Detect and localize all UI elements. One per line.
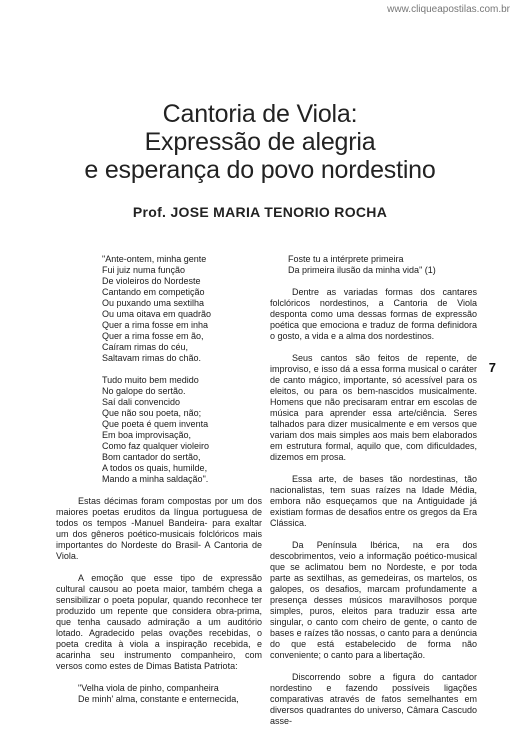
- verse-line: Que não sou poeta, não;: [102, 408, 202, 418]
- title-line-2: Expressão de alegria: [144, 128, 376, 156]
- verse-line: Tudo muito bem medido: [102, 375, 199, 385]
- title-line-3: e esperança do povo nordestino: [84, 156, 436, 184]
- body-paragraph: Seus cantos são feitos de repente, de improviso, e isso dá a essa forma musical o caráter de canto mágico, importante, só acessível para os eleitos, ou para os bem-nascidos musicalmente. Homens que não precisaram entrar em escolas de música para aprender essa arte/ciência. Seres talhados para dizer musicalmente e em versos que variam dos mais simples aos mais bem elaborados em estrutura formal, aquilo que, com dificuldades, dizemos em prosa.: [270, 353, 477, 462]
- verse-line: "Ante-ontem, minha gente: [102, 254, 207, 264]
- body-paragraph: Da Península Ibérica, na era dos descobrimentos, veio a informação poético-musical que se aclimatou bem no Nordeste, e por toda parte as sextilhas, as gemedeiras, os martelos, os galopes, os desafios, marcam profundamente a presença desses músicos maravilhosos porque simples, puros, eleitos para traduzir essa arte singular, o canto com cheiro de gente, o canto de bases e raízes tão nossas, o canto para a denúncia do que está estabelecido de forma não conveniente; o canto para a libertação.: [270, 540, 477, 660]
- verse-line: Cantando em competição: [102, 287, 205, 297]
- article-title: [0, 100, 520, 184]
- author-byline: Prof. JOSE MARIA TENORIO ROCHA: [132, 204, 388, 220]
- verse-line: Caíram rimas do céu,: [102, 342, 189, 352]
- verse-line: Quer a rima fosse em ão,: [102, 331, 204, 341]
- verse-line: Fui juiz numa função: [102, 265, 186, 275]
- verse-line: Quer a rima fosse em inha: [102, 320, 209, 330]
- verse-line: Ou puxando uma sextilha: [102, 298, 205, 308]
- verse-line: De violeiros do Nordeste: [102, 276, 201, 286]
- body-paragraph: Essa arte, de bases tão nordestinas, tão nacionalistas, tem suas raízes na Idade Média, embora não esqueçamos que na Antiguidade já existiam formas de desafios entre os gregos da Era Clássica.: [270, 474, 477, 528]
- verse-stanza-1: [56, 254, 262, 364]
- verse-line: Saltavam rimas do chão.: [102, 353, 202, 363]
- quote-line: Foste tu a intérprete primeira: [288, 254, 404, 264]
- quote-line: "Velha viola de pinho, companheira: [78, 683, 219, 693]
- verse-line: Em boa improvisação,: [102, 430, 192, 440]
- quote-line: De minh' alma, constante e enternecida,: [78, 694, 239, 704]
- verse-line: Bom cantador do sertão,: [102, 452, 201, 462]
- verse-line: A todos os quais, humilde,: [102, 463, 208, 473]
- verse-stanza-2: [56, 375, 262, 485]
- site-watermark: www.cliqueapostilas.com.br: [387, 4, 510, 15]
- quote-line: Da primeira ilusão da minha vida" (1): [288, 265, 436, 275]
- quote-block: [56, 683, 262, 705]
- left-column: [56, 254, 262, 705]
- body-paragraph: Discorrendo sobre a figura do cantador nordestino e fazendo possíveis ligações comparativas através de fatos semelhantes em diversos quadrantes do universo, Câmara Cascudo asse-: [270, 672, 477, 726]
- body-paragraph: Dentre as variadas formas dos cantares folclóricos nordestinos, a Cantoria de Viola desponta como uma dessas formas de expressão poética que emociona e traduz de forma definidora o gosto, a vida e a alma dos nordestinos.: [270, 287, 477, 341]
- right-column: [270, 254, 477, 738]
- verse-line: Ou uma oitava em quadrão: [102, 309, 212, 319]
- title-line-1: Cantoria de Viola:: [162, 100, 358, 128]
- body-paragraph: A emoção que esse tipo de expressão cultural causou ao poeta maior, também chega a sensibilizar o poeta popular, quando reconhece ter produzido um repente que considera obra-prima, que tenha causado admiração a um auditório lotado. Agradecido pelas ovações recebidas, o poeta credita à viola a inspiração recebida, e acarinha seu instrumento companheiro, com versos como estes de Dimas Batista Patriota:: [56, 573, 262, 671]
- verse-line: No galope do sertão.: [102, 386, 186, 396]
- verse-line: Que poeta é quem inventa: [102, 419, 209, 429]
- verse-line: Mando a minha saldação".: [102, 474, 209, 484]
- quote-block-continued: [270, 254, 477, 276]
- verse-line: Como faz qualquer violeiro: [102, 441, 210, 451]
- verse-line: Saí dali convencido: [102, 397, 181, 407]
- page-number: 7: [488, 360, 496, 375]
- body-paragraph: Estas décimas foram compostas por um dos maiores poetas eruditos da língua portuguesa de todos os tempos -Manuel Bandeira- para exaltar um dos gêneros poético-musicais folclóricos mais importantes do Nordeste do Brasil- A Cantoria de Viola.: [56, 496, 262, 561]
